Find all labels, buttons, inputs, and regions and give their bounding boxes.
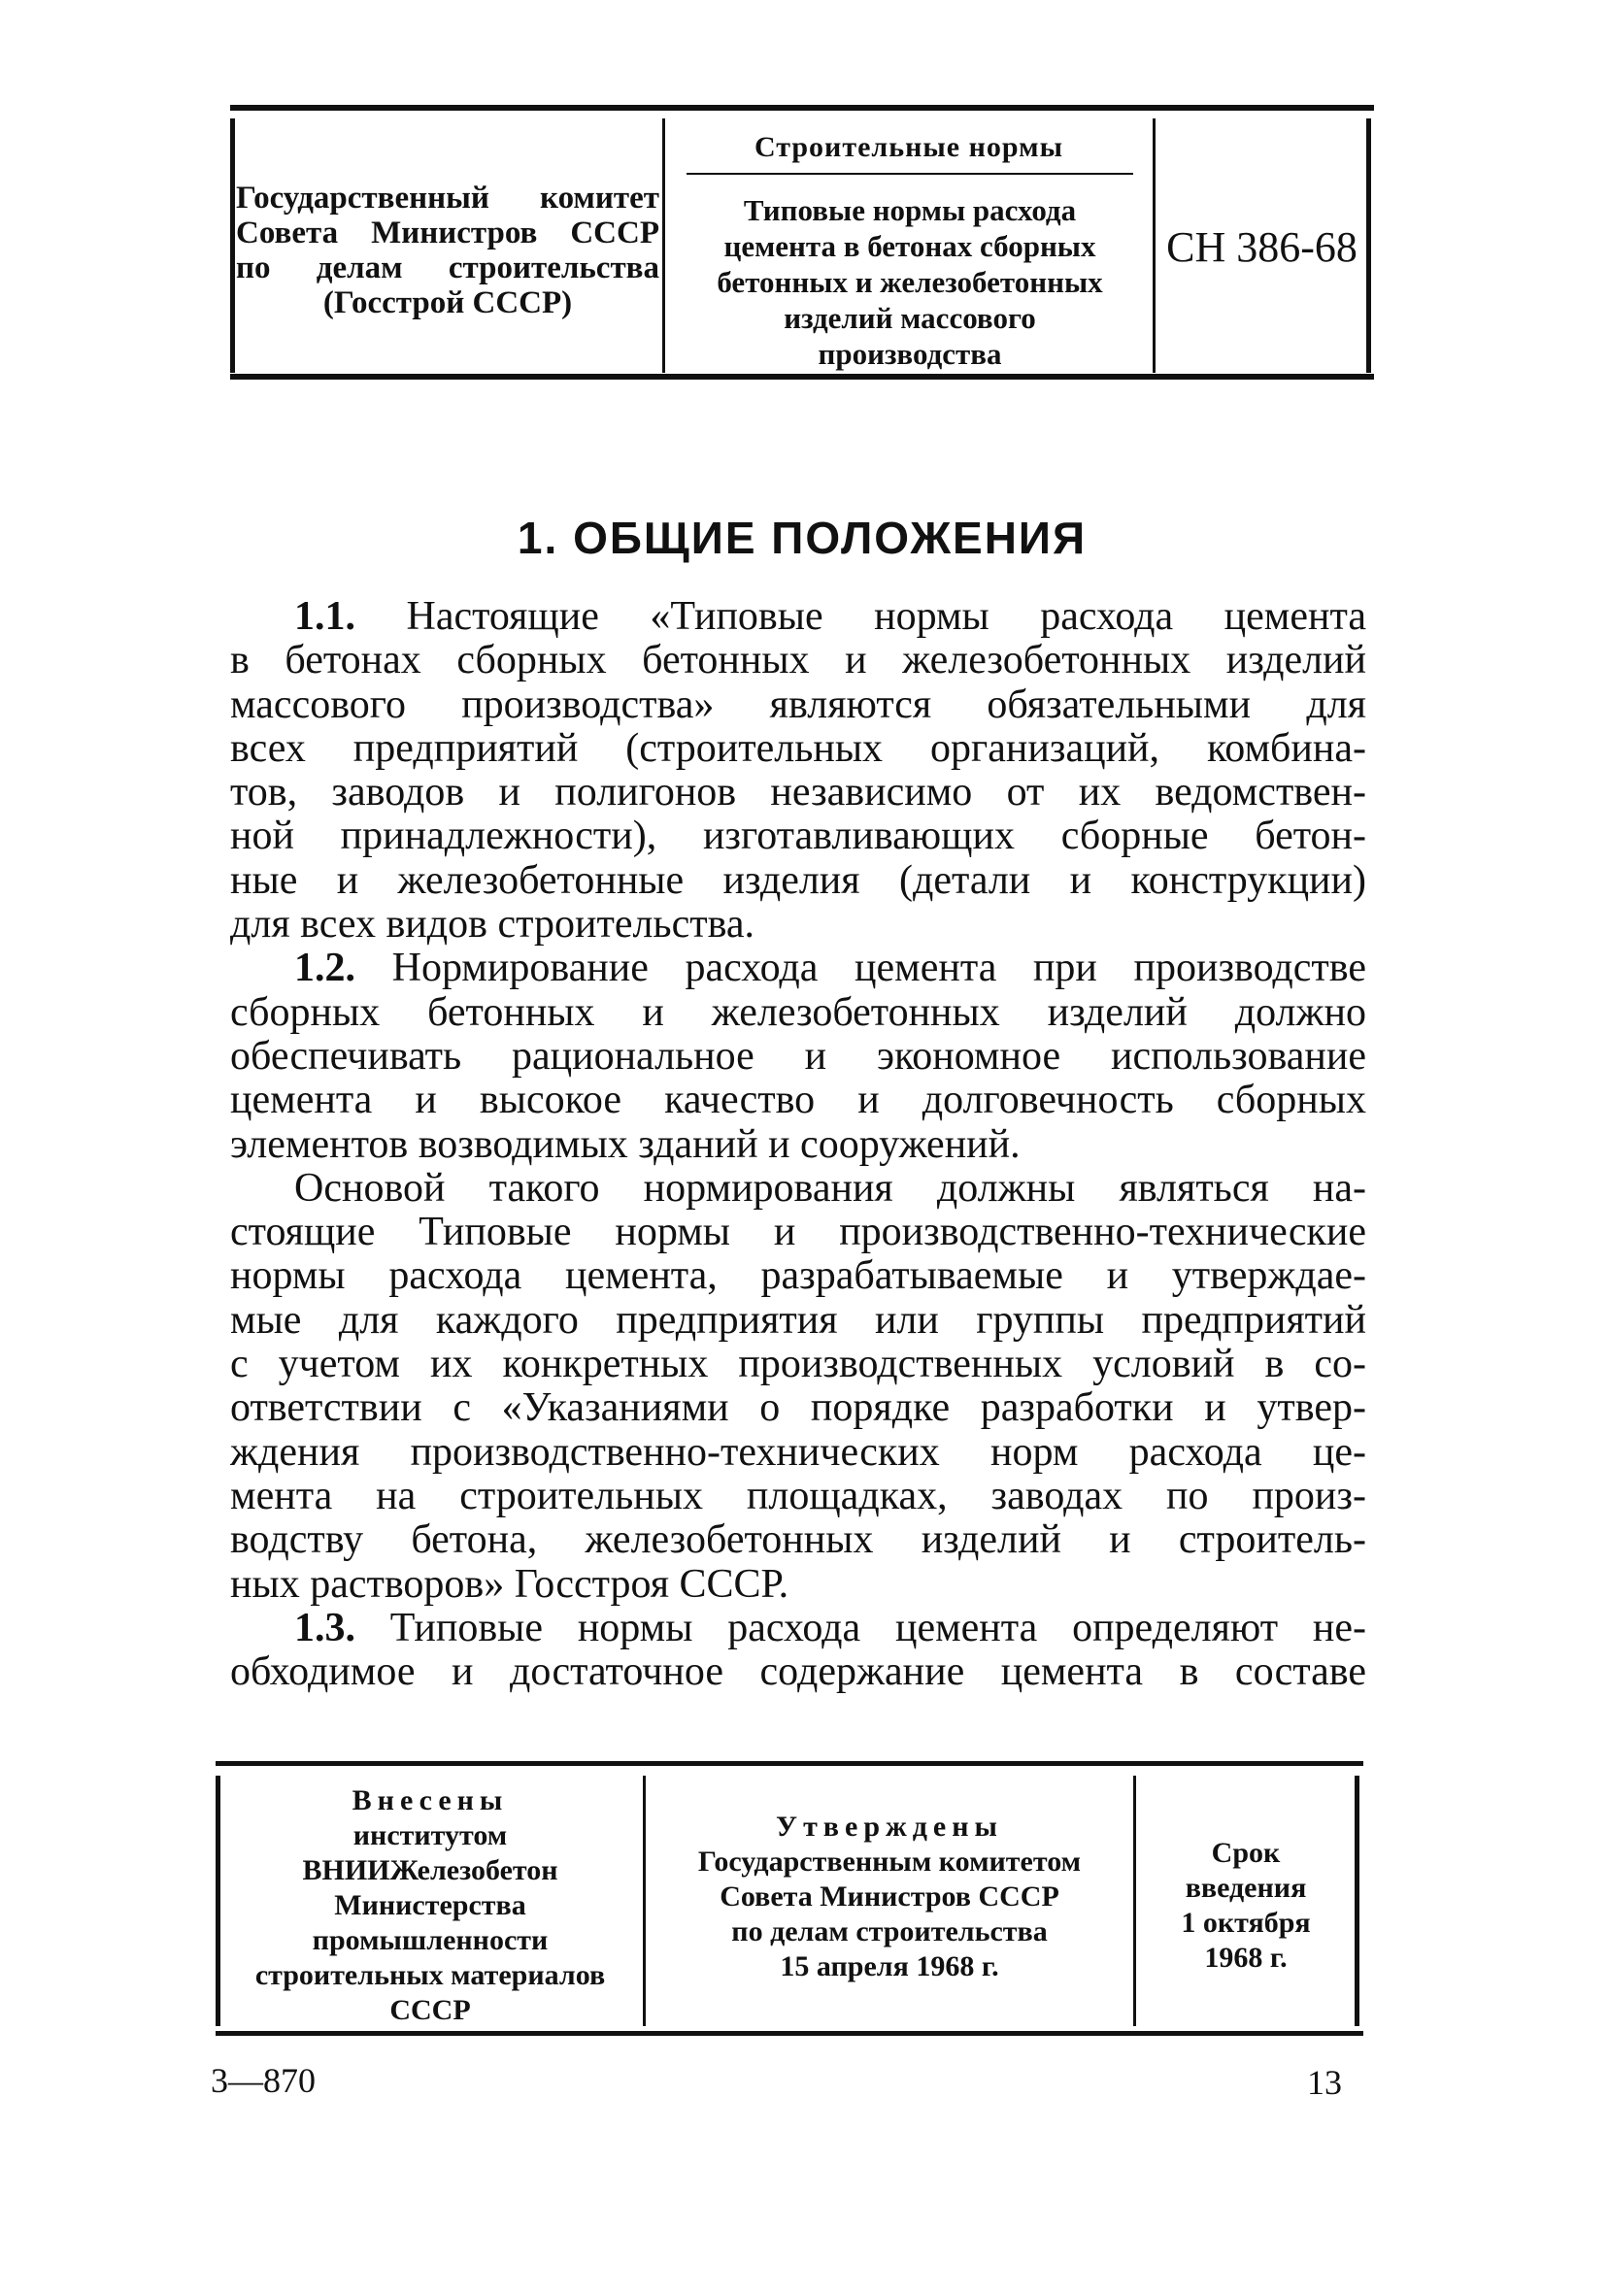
paragraph-line: в бетонах сборных бетонных и железобетонных изделий: [230, 639, 1366, 683]
title-line: цемента в бетонах сборных: [723, 229, 1096, 263]
submitted-line: институтом: [352, 1819, 508, 1851]
title-line: производства: [818, 337, 1002, 371]
effective-line: Срок: [1211, 1837, 1281, 1869]
paragraph-line: сборных бетонных и железобетонных изделий должно: [230, 990, 1366, 1035]
title-line: изделий массового: [784, 301, 1036, 335]
approved-line: Государственным комитетом: [697, 1846, 1082, 1878]
paragraph-line: всех предприятий (строительных организаций, комбина-: [230, 726, 1366, 771]
paragraph-line: ждения производственно-технических норм расхода це-: [230, 1430, 1366, 1475]
approved-by-cell: [648, 1810, 1131, 1984]
paragraph-line: элементов возводимых зданий и сооружений.: [230, 1122, 1021, 1167]
approved-line: Совета Министров СССР: [720, 1880, 1059, 1913]
approved-line: Утверждены: [776, 1811, 1003, 1843]
paragraph-line: Основой такого нормирования должны являться на-: [294, 1166, 1366, 1211]
submitted-line: промышленности: [312, 1924, 549, 1956]
document-title: [672, 192, 1148, 372]
paragraph-line: мые для каждого предприятия или группы предприятий: [230, 1298, 1366, 1343]
print-signature: 3—870: [211, 2061, 316, 2100]
title-line: бетонных и железобетонных: [717, 265, 1103, 299]
header-border-left: [230, 118, 235, 373]
paragraph-line: обходимое и достаточное содержание цемента в составе: [230, 1650, 1366, 1695]
paragraph-line: массового производства» являются обязательными для: [230, 682, 1366, 727]
paragraph-line: 1.3. Типовые нормы расхода цемента определяют не-: [294, 1606, 1366, 1650]
header-divider-2: [1153, 118, 1156, 373]
submitted-line: строительных материалов: [254, 1959, 606, 1991]
section-body: [230, 595, 1366, 1694]
submitted-line: ВНИИЖелезобетон: [302, 1854, 558, 1886]
submitted-line: Министерства: [334, 1889, 526, 1921]
clause-number: 1.1.: [294, 595, 355, 639]
paragraph-line: мента на строительных площадках, заводах по произ-: [230, 1474, 1366, 1518]
paragraph-line: обеспечивать рациональное и экономное использование: [230, 1034, 1366, 1079]
submitted-by-cell: [219, 1783, 641, 2028]
effective-line: 1968 г.: [1204, 1942, 1288, 1974]
footer-divider-1: [643, 1776, 646, 2026]
organization-line: Совета Министров СССР: [236, 216, 659, 250]
paragraph-line: ответствии с «Указаниями о порядке разработки и утвер-: [230, 1386, 1366, 1431]
paragraph-line: с учетом их конкретных производственных условий в со-: [230, 1343, 1366, 1387]
approved-line: по делам строительства: [731, 1915, 1048, 1947]
effective-line: 1 октября: [1181, 1907, 1311, 1939]
effective-date-cell: [1138, 1836, 1354, 1976]
footer-border-right: [1355, 1776, 1359, 2026]
paragraph-line: 1.1. Настоящие «Типовые нормы расхода цемента: [294, 595, 1366, 639]
issuing-organization: [236, 181, 659, 320]
effective-line: введения: [1185, 1872, 1307, 1904]
paragraph-line: ной принадлежности), изготавливающих сборные бетон-: [230, 815, 1366, 859]
paragraph-line: цемента и высокое качество и долговечность сборных: [230, 1079, 1366, 1123]
paragraph-line: ные и железобетонные изделия (детали и конструкции): [230, 858, 1366, 903]
page-number: 13: [1307, 2063, 1342, 2102]
paragraph-line: стоящие Типовые нормы и производственно-технические: [230, 1211, 1366, 1255]
footer-table: [216, 1761, 1363, 2036]
title-line: Типовые нормы расхода: [743, 193, 1077, 227]
paragraph-line: ных растворов» Госстроя СССР.: [230, 1562, 789, 1607]
organization-line: по делам строительства: [236, 250, 659, 285]
header-table: [230, 105, 1374, 380]
category-underline: [687, 173, 1133, 175]
footer-divider-2: [1133, 1776, 1136, 2026]
paragraph-line: водству бетона, железобетонных изделий и строитель-: [230, 1518, 1366, 1563]
document-code: СН 386-68: [1166, 223, 1358, 271]
paragraph-line: 1.2. Нормирование расхода цемента при производстве: [294, 947, 1366, 991]
submitted-line: Внесены: [352, 1784, 509, 1816]
paragraph-line: для всех видов строительства.: [230, 903, 754, 948]
organization-line: (Госстрой СССР): [322, 285, 573, 320]
submitted-line: СССР: [389, 1994, 471, 2026]
header-divider-1: [662, 118, 665, 373]
approved-line: 15 апреля 1968 г.: [780, 1950, 999, 1982]
paragraph-line: тов, заводов и полигонов независимо от их ведомствен-: [230, 771, 1366, 815]
document-category: Строительные нормы: [754, 131, 1063, 163]
clause-number: 1.2.: [294, 947, 355, 991]
organization-line: Государственный комитет: [236, 181, 659, 216]
section-heading: 1. ОБЩИЕ ПОЛОЖЕНИЯ: [517, 513, 1088, 563]
paragraph-line: нормы расхода цемента, разрабатываемые и утверждае-: [230, 1254, 1366, 1299]
clause-number: 1.3.: [294, 1606, 355, 1650]
header-border-right: [1366, 118, 1371, 373]
